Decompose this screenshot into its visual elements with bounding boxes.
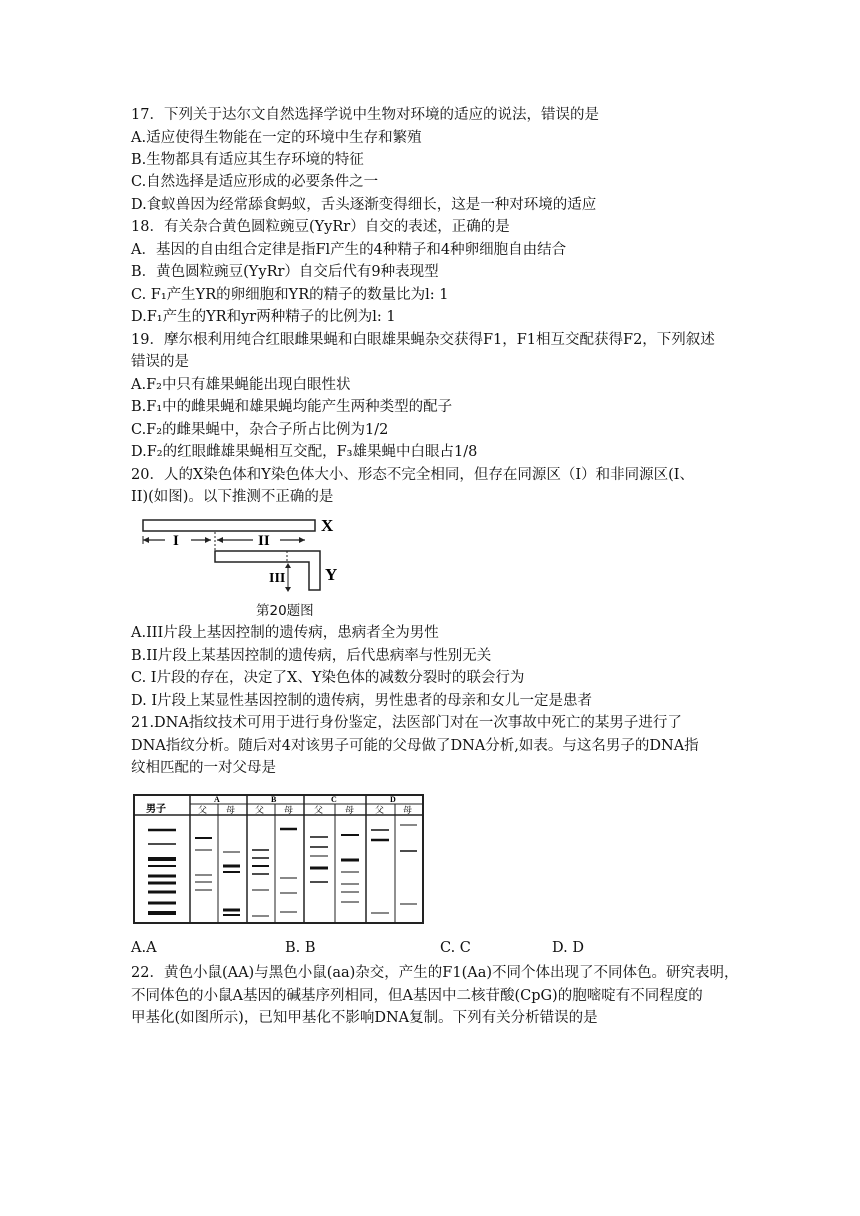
x-label: X (321, 516, 334, 535)
q17-option-b: B.生物都具有适应其生存环境的特征 (131, 152, 364, 168)
q20-option-b: B.II片段上某基因控制的遗传病，后代患病率与性别无关 (131, 648, 492, 664)
region-ii-label: II (258, 533, 270, 549)
q19-option-d: D.F₂的红眼雌雄果蝇相互交配，F₃雄果蝇中白眼占1/8 (131, 444, 478, 460)
q20-stem-line1: 20．人的X染色体和Y染色体大小、形态不完全相同，但存在同源区（I）和非同源区(I、 (131, 467, 694, 483)
group-a-label: A (214, 795, 220, 804)
q22-line1: 22．黄色小鼠(AA)与黑色小鼠(aa)杂交，产生的F1(Aa)不同个体出现了不同体色。研究表明， (131, 965, 739, 981)
q20-option-d: D. Ⅰ片段上某显性基因控制的遗传病，男性患者的母亲和女儿一定是患者 (131, 693, 593, 709)
a-father-bands (195, 838, 212, 890)
a-mother-bands (223, 852, 240, 915)
q20-option-a: A.III片段上基因控制的遗传病，患病者全为男性 (131, 625, 439, 641)
xy-chromosome-figure (135, 512, 355, 596)
q20-option-c: C. I片段的存在，决定了X、Y染色体的减数分裂时的联会行为 (131, 670, 525, 686)
q18-option-a: A．基因的自由组合定律是指Fl产生的4种精子和4种卵细胞自由结合 (131, 242, 567, 258)
group-c-label: C (331, 795, 337, 804)
q17-option-a: A.适应使得生物能在一定的环境中生存和繁殖 (131, 130, 422, 146)
q21-option-d: D. D (552, 940, 584, 956)
d-father-label: 父 (375, 805, 385, 815)
q17-stem: 17．下列关于达尔文自然选择学说中生物对环境的适应的说法，错误的是 (131, 107, 599, 123)
b-father-label: 父 (255, 805, 265, 815)
group-b-label: B (271, 795, 277, 804)
q18-option-b: B．黄色圆粒豌豆(YyRr）自交后代有9种表现型 (131, 264, 439, 280)
b-father-bands (252, 850, 269, 916)
d-mother-bands (400, 825, 417, 904)
q18-stem: 18．有关杂合黄色圆粒豌豆(YyRr）自交的表述，正确的是 (131, 219, 510, 235)
son-header: 男子 (146, 804, 166, 815)
q20-stem-line2: II)(如图)。以下推测不正确的是 (131, 489, 334, 505)
a-mother-label: 母 (226, 805, 236, 815)
q22-line2: 不同体色的小鼠A基因的碱基序列相同，但A基因中二核苷酸(CpG)的胞嘧啶有不同程度的 (131, 988, 703, 1004)
d-mother-label: 母 (403, 805, 413, 815)
q19-option-b: B.F₁中的雌果蝇和雄果蝇均能产生两种类型的配子 (131, 399, 453, 415)
q21-option-a: A.A (131, 940, 157, 956)
q21-options (0, 940, 860, 962)
x-chromosome (143, 520, 315, 531)
q22-line3: 甲基化(如图所示)，已知甲基化不影响DNA复制。下列有关分析错误的是 (131, 1010, 598, 1026)
b-mother-bands (280, 829, 297, 912)
q19-stem-line2: 错误的是 (131, 354, 189, 370)
group-d-label: D (390, 795, 396, 804)
q17-option-c: C.自然选择是适应形成的必要条件之一 (131, 174, 379, 190)
q17-option-d: D.食蚁兽因为经常舔食蚂蚁，舌头逐渐变得细长，这是一种对环境的适应 (131, 197, 597, 213)
q21-stem-line1: 21.DNA指纹技术可用于进行身份鉴定，法医部门对在一次事故中死亡的某男子进行了 (131, 715, 682, 731)
c-father-label: 父 (314, 805, 324, 815)
q21-stem-line3: 纹相匹配的一对父母是 (131, 760, 276, 776)
q18-option-c: C. F₁产生YR的卵细胞和YR的精子的数量比为l: 1 (131, 287, 449, 303)
q19-option-c: C.F₂的雌果蝇中，杂合子所占比例为1/2 (131, 422, 389, 438)
y-chromosome (215, 551, 320, 590)
q20-figure-caption: 第20题图 (256, 603, 314, 619)
c-mother-label: 母 (345, 805, 355, 815)
q19-option-a: A.F₂中只有雄果蝇能出现白眼性状 (131, 377, 351, 393)
son-lane-bands (148, 830, 176, 913)
q19-stem-line1: 19．摩尔根利用纯合红眼雌果蝇和白眼雄果蝇杂交获得F1，F1相互交配获得F2，下列叙述 (131, 332, 715, 348)
q21-stem-line2: DNA指纹分析。随后对4对该男子可能的父母做了DNA分析,如表。与这名男子的DNA指 (131, 738, 699, 754)
region-i-label: I (173, 533, 179, 549)
d-father-bands (371, 830, 389, 913)
b-mother-label: 母 (284, 805, 294, 815)
q21-option-c: C. C (440, 940, 471, 956)
c-mother-bands (341, 835, 359, 902)
q18-option-d: D.F₁产生的YR和yr两种精子的比例为l: 1 (131, 309, 396, 325)
q21-option-b: B. B (285, 940, 316, 956)
dna-fingerprint-table (132, 792, 426, 926)
a-father-label: 父 (198, 805, 208, 815)
c-father-bands (310, 837, 328, 882)
y-label: Y (325, 565, 338, 584)
region-iii-label: III (269, 571, 286, 586)
